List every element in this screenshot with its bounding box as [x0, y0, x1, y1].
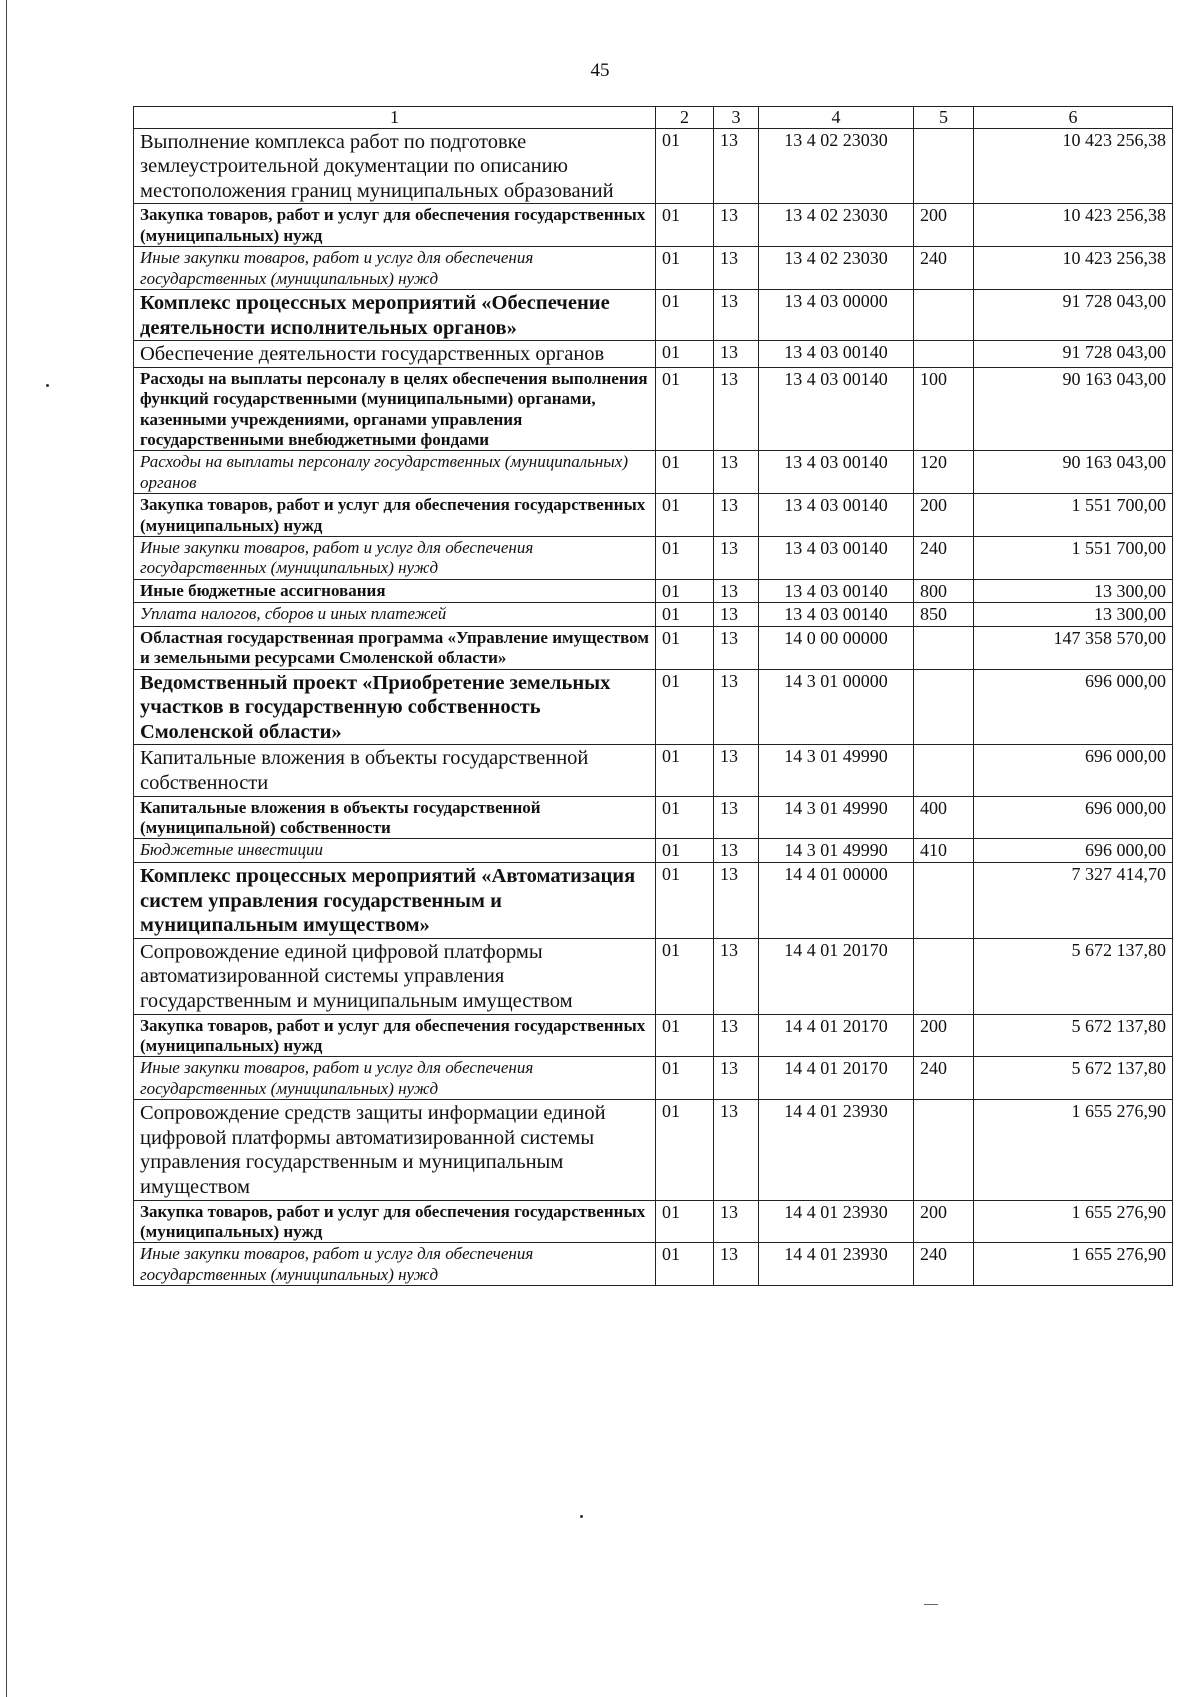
column-header: 6: [974, 107, 1173, 129]
subsection-code: 13: [714, 536, 759, 579]
subsection-code: 13: [714, 204, 759, 247]
subsection-code: 13: [714, 1200, 759, 1243]
subsection-code: 13: [714, 1014, 759, 1057]
column-header: 4: [759, 107, 914, 129]
target-article-code: 14 3 01 00000: [759, 669, 914, 745]
row-name: Комплекс процессных мероприятий «Обеспечение деятельности исполнительных органов»: [134, 290, 656, 341]
expense-type-code: 410: [914, 839, 974, 863]
expense-type-code: [914, 745, 974, 796]
table-row: [134, 247, 1173, 290]
target-article-code: 13 4 03 00140: [759, 536, 914, 579]
subsection-code: 13: [714, 451, 759, 494]
subsection-code: 13: [714, 341, 759, 368]
subsection-code: 13: [714, 494, 759, 537]
row-name: Иные закупки товаров, работ и услуг для обеспечения государственных (муниципальных) нужд: [134, 247, 656, 290]
row-name: Бюджетные инвестиции: [134, 839, 656, 863]
amount: 91 728 043,00: [974, 290, 1173, 341]
column-header: 2: [656, 107, 714, 129]
target-article-code: 13 4 03 00140: [759, 341, 914, 368]
target-article-code: 14 4 01 23930: [759, 1243, 914, 1286]
table-row: [134, 796, 1173, 839]
amount: 1 655 276,90: [974, 1100, 1173, 1200]
scan-mark: [924, 1604, 938, 1605]
amount: 10 423 256,38: [974, 128, 1173, 204]
section-code: 01: [656, 669, 714, 745]
table-row: [134, 341, 1173, 368]
target-article-code: 14 4 01 20170: [759, 1057, 914, 1100]
table-row: [134, 579, 1173, 603]
expense-type-code: [914, 341, 974, 368]
section-code: 01: [656, 938, 714, 1014]
amount: 696 000,00: [974, 745, 1173, 796]
subsection-code: 13: [714, 938, 759, 1014]
amount: 5 672 137,80: [974, 1014, 1173, 1057]
amount: 10 423 256,38: [974, 247, 1173, 290]
column-header: 5: [914, 107, 974, 129]
subsection-code: 13: [714, 603, 759, 627]
table-row: [134, 669, 1173, 745]
table-row: [134, 745, 1173, 796]
table-row: [134, 494, 1173, 537]
table-row: [134, 1014, 1173, 1057]
row-name: Комплекс процессных мероприятий «Автоматизация систем управления государственным и муниципальным имуществом»: [134, 863, 656, 939]
expense-type-code: [914, 938, 974, 1014]
amount: 13 300,00: [974, 579, 1173, 603]
target-article-code: 14 3 01 49990: [759, 796, 914, 839]
section-code: 01: [656, 745, 714, 796]
amount: 7 327 414,70: [974, 863, 1173, 939]
table-row: [134, 603, 1173, 627]
expense-type-code: [914, 1100, 974, 1200]
subsection-code: 13: [714, 290, 759, 341]
row-name: Закупка товаров, работ и услуг для обеспечения государственных (муниципальных) нужд: [134, 204, 656, 247]
row-name: Сопровождение средств защиты информации единой цифровой платформы автоматизированной системы управления государственным и муниципальным имуществом: [134, 1100, 656, 1200]
subsection-code: 13: [714, 579, 759, 603]
budget-table: [133, 106, 1173, 1286]
amount: 13 300,00: [974, 603, 1173, 627]
subsection-code: 13: [714, 1243, 759, 1286]
target-article-code: 13 4 02 23030: [759, 204, 914, 247]
table-row: [134, 451, 1173, 494]
section-code: 01: [656, 204, 714, 247]
header-row: [134, 107, 1173, 129]
amount: 1 551 700,00: [974, 494, 1173, 537]
subsection-code: 13: [714, 1100, 759, 1200]
section-code: 01: [656, 247, 714, 290]
row-name: Иные закупки товаров, работ и услуг для обеспечения государственных (муниципальных) нужд: [134, 1057, 656, 1100]
expense-type-code: 850: [914, 603, 974, 627]
section-code: 01: [656, 603, 714, 627]
expense-type-code: 240: [914, 1057, 974, 1100]
table-row: [134, 626, 1173, 669]
row-name: Выполнение комплекса работ по подготовке землеустроительной документации по описанию местоположения границ муниципальных образований: [134, 128, 656, 204]
target-article-code: 13 4 03 00140: [759, 451, 914, 494]
row-name: Сопровождение единой цифровой платформы автоматизированной системы управления государственным и муниципальным имуществом: [134, 938, 656, 1014]
row-name: Капитальные вложения в объекты государственной (муниципальной) собственности: [134, 796, 656, 839]
target-article-code: 13 4 03 00000: [759, 290, 914, 341]
subsection-code: 13: [714, 745, 759, 796]
expense-type-code: [914, 863, 974, 939]
expense-type-code: 200: [914, 494, 974, 537]
expense-type-code: 240: [914, 536, 974, 579]
amount: 90 163 043,00: [974, 367, 1173, 451]
target-article-code: 13 4 02 23030: [759, 247, 914, 290]
expense-type-code: [914, 626, 974, 669]
section-code: 01: [656, 536, 714, 579]
row-name: Расходы на выплаты персоналу государственных (муниципальных) органов: [134, 451, 656, 494]
section-code: 01: [656, 128, 714, 204]
target-article-code: 13 4 03 00140: [759, 579, 914, 603]
expense-type-code: 120: [914, 451, 974, 494]
table-row: [134, 204, 1173, 247]
subsection-code: 13: [714, 247, 759, 290]
target-article-code: 14 3 01 49990: [759, 839, 914, 863]
expense-type-code: 200: [914, 1200, 974, 1243]
section-code: 01: [656, 796, 714, 839]
page-number: 45: [590, 60, 610, 81]
amount: 91 728 043,00: [974, 341, 1173, 368]
expense-type-code: 240: [914, 247, 974, 290]
subsection-code: 13: [714, 128, 759, 204]
scan-speck: [580, 1515, 583, 1518]
row-name: Обеспечение деятельности государственных органов: [134, 341, 656, 368]
subsection-code: 13: [714, 796, 759, 839]
amount: 696 000,00: [974, 839, 1173, 863]
table-row: [134, 839, 1173, 863]
table-row: [134, 1243, 1173, 1286]
section-code: 01: [656, 341, 714, 368]
amount: 696 000,00: [974, 669, 1173, 745]
section-code: 01: [656, 367, 714, 451]
target-article-code: 14 4 01 23930: [759, 1200, 914, 1243]
section-code: 01: [656, 1243, 714, 1286]
table-row: [134, 128, 1173, 204]
table-row: [134, 367, 1173, 451]
amount: 696 000,00: [974, 796, 1173, 839]
amount: 5 672 137,80: [974, 938, 1173, 1014]
target-article-code: 13 4 03 00140: [759, 603, 914, 627]
target-article-code: 14 4 01 20170: [759, 938, 914, 1014]
expense-type-code: 400: [914, 796, 974, 839]
expense-type-code: [914, 290, 974, 341]
section-code: 01: [656, 1057, 714, 1100]
row-name: Уплата налогов, сборов и иных платежей: [134, 603, 656, 627]
amount: 1 655 276,90: [974, 1243, 1173, 1286]
expense-type-code: 240: [914, 1243, 974, 1286]
row-name: Закупка товаров, работ и услуг для обеспечения государственных (муниципальных) нужд: [134, 1014, 656, 1057]
section-code: 01: [656, 1100, 714, 1200]
amount: 147 358 570,00: [974, 626, 1173, 669]
target-article-code: 14 4 01 23930: [759, 1100, 914, 1200]
section-code: 01: [656, 626, 714, 669]
subsection-code: 13: [714, 863, 759, 939]
row-name: Расходы на выплаты персоналу в целях обеспечения выполнения функций государственными (муниципальными) органами, казенными учреждениями, органами управления государственными внебюджетными фондами: [134, 367, 656, 451]
table-row: [134, 536, 1173, 579]
row-name: Иные бюджетные ассигнования: [134, 579, 656, 603]
row-name: Ведомственный проект «Приобретение земельных участков в государственную собственность Смоленской области»: [134, 669, 656, 745]
subsection-code: 13: [714, 367, 759, 451]
target-article-code: 14 4 01 20170: [759, 1014, 914, 1057]
table-row: [134, 290, 1173, 341]
table-row: [134, 1200, 1173, 1243]
subsection-code: 13: [714, 839, 759, 863]
target-article-code: 13 4 03 00140: [759, 494, 914, 537]
expense-type-code: 800: [914, 579, 974, 603]
subsection-code: 13: [714, 626, 759, 669]
section-code: 01: [656, 863, 714, 939]
target-article-code: 13 4 02 23030: [759, 128, 914, 204]
subsection-code: 13: [714, 669, 759, 745]
amount: 10 423 256,38: [974, 204, 1173, 247]
row-name: Закупка товаров, работ и услуг для обеспечения государственных (муниципальных) нужд: [134, 494, 656, 537]
expense-type-code: [914, 669, 974, 745]
table-row: [134, 863, 1173, 939]
row-name: Областная государственная программа «Управление имуществом и земельными ресурсами Смоленской области»: [134, 626, 656, 669]
target-article-code: 14 0 00 00000: [759, 626, 914, 669]
section-code: 01: [656, 579, 714, 603]
table-row: [134, 1057, 1173, 1100]
column-header: 3: [714, 107, 759, 129]
scan-speck: [46, 384, 49, 387]
expense-type-code: 100: [914, 367, 974, 451]
section-code: 01: [656, 1014, 714, 1057]
table-row: [134, 1100, 1173, 1200]
expense-type-code: 200: [914, 204, 974, 247]
row-name: Иные закупки товаров, работ и услуг для обеспечения государственных (муниципальных) нужд: [134, 1243, 656, 1286]
column-header: 1: [134, 107, 656, 129]
row-name: Иные закупки товаров, работ и услуг для обеспечения государственных (муниципальных) нужд: [134, 536, 656, 579]
expense-type-code: 200: [914, 1014, 974, 1057]
expense-type-code: [914, 128, 974, 204]
section-code: 01: [656, 1200, 714, 1243]
section-code: 01: [656, 451, 714, 494]
target-article-code: 14 4 01 00000: [759, 863, 914, 939]
target-article-code: 14 3 01 49990: [759, 745, 914, 796]
amount: 5 672 137,80: [974, 1057, 1173, 1100]
amount: 1 655 276,90: [974, 1200, 1173, 1243]
row-name: Капитальные вложения в объекты государственной собственности: [134, 745, 656, 796]
table-row: [134, 938, 1173, 1014]
page-edge-line: [6, 0, 7, 1697]
row-name: Закупка товаров, работ и услуг для обеспечения государственных (муниципальных) нужд: [134, 1200, 656, 1243]
amount: 90 163 043,00: [974, 451, 1173, 494]
target-article-code: 13 4 03 00140: [759, 367, 914, 451]
subsection-code: 13: [714, 1057, 759, 1100]
section-code: 01: [656, 494, 714, 537]
amount: 1 551 700,00: [974, 536, 1173, 579]
section-code: 01: [656, 290, 714, 341]
section-code: 01: [656, 839, 714, 863]
